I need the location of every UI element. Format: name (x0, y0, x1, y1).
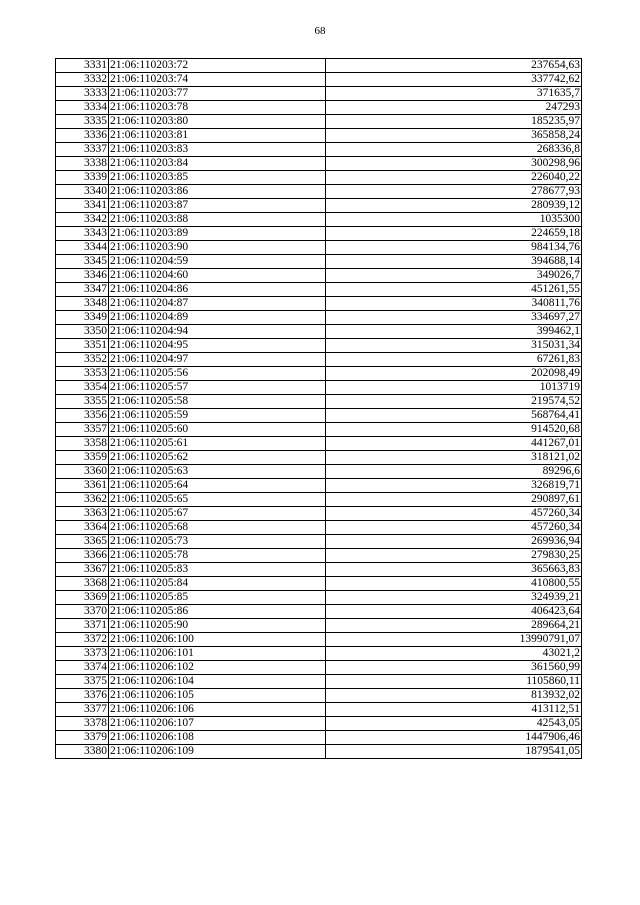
row-number-cell: 3356 (56, 409, 109, 423)
cadastral-number-cell: 21:06:110203:83 (109, 143, 326, 157)
table-row (56, 115, 582, 129)
table-row (56, 381, 582, 395)
value-cell: 451261,55 (326, 283, 582, 297)
value-cell: 1879541,05 (326, 745, 582, 759)
table-row (56, 633, 582, 647)
cadastral-number-cell: 21:06:110204:95 (109, 339, 326, 353)
value-cell: 224659,18 (326, 227, 582, 241)
value-cell: 290897,61 (326, 493, 582, 507)
row-number-cell: 3334 (56, 101, 109, 115)
table-row (56, 185, 582, 199)
value-cell: 280939,12 (326, 199, 582, 213)
cadastral-number-cell: 21:06:110203:90 (109, 241, 326, 255)
cadastral-number-cell: 21:06:110206:105 (109, 689, 326, 703)
row-number-cell: 3342 (56, 213, 109, 227)
table-row (56, 297, 582, 311)
row-number-cell: 3369 (56, 591, 109, 605)
table-row (56, 605, 582, 619)
value-cell: 984134,76 (326, 241, 582, 255)
value-cell: 361560,99 (326, 661, 582, 675)
row-number-cell: 3333 (56, 87, 109, 101)
cadastral-number-cell: 21:06:110206:101 (109, 647, 326, 661)
row-number-cell: 3335 (56, 115, 109, 129)
table-row (56, 227, 582, 241)
value-cell: 914520,68 (326, 423, 582, 437)
row-number-cell: 3336 (56, 129, 109, 143)
cadastral-number-cell: 21:06:110205:78 (109, 549, 326, 563)
table-row (56, 647, 582, 661)
table-row (56, 437, 582, 451)
value-cell: 43021,2 (326, 647, 582, 661)
value-cell: 441267,01 (326, 437, 582, 451)
table-row (56, 507, 582, 521)
row-number-cell: 3379 (56, 731, 109, 745)
row-number-cell: 3339 (56, 171, 109, 185)
value-cell: 269936,94 (326, 535, 582, 549)
row-number-cell: 3351 (56, 339, 109, 353)
value-cell: 410800,55 (326, 577, 582, 591)
row-number-cell: 3373 (56, 647, 109, 661)
table-row (56, 241, 582, 255)
value-cell: 289664,21 (326, 619, 582, 633)
table-row (56, 311, 582, 325)
table-row (56, 619, 582, 633)
cadastral-number-cell: 21:06:110205:62 (109, 451, 326, 465)
table-row (56, 521, 582, 535)
table-body (56, 59, 582, 759)
cadastral-number-cell: 21:06:110203:74 (109, 73, 326, 87)
table-row (56, 745, 582, 759)
cadastral-number-cell: 21:06:110203:72 (109, 59, 326, 73)
value-cell: 89296,6 (326, 465, 582, 479)
value-cell: 371635,7 (326, 87, 582, 101)
value-cell: 365858,24 (326, 129, 582, 143)
table-row (56, 423, 582, 437)
row-number-cell: 3374 (56, 661, 109, 675)
value-cell: 406423,64 (326, 605, 582, 619)
row-number-cell: 3358 (56, 437, 109, 451)
table-row (56, 367, 582, 381)
value-cell: 457260,34 (326, 521, 582, 535)
cadastral-number-cell: 21:06:110206:106 (109, 703, 326, 717)
cadastral-number-cell: 21:06:110203:88 (109, 213, 326, 227)
value-cell: 42543,05 (326, 717, 582, 731)
table-row (56, 549, 582, 563)
value-cell: 185235,97 (326, 115, 582, 129)
table-row (56, 339, 582, 353)
row-number-cell: 3368 (56, 577, 109, 591)
table-row (56, 255, 582, 269)
table-row (56, 171, 582, 185)
value-cell: 279830,25 (326, 549, 582, 563)
value-cell: 247293 (326, 101, 582, 115)
cadastral-number-cell: 21:06:110205:83 (109, 563, 326, 577)
row-number-cell: 3367 (56, 563, 109, 577)
value-cell: 1013719 (326, 381, 582, 395)
row-number-cell: 3348 (56, 297, 109, 311)
cadastral-number-cell: 21:06:110205:61 (109, 437, 326, 451)
table-row (56, 535, 582, 549)
table-row (56, 157, 582, 171)
table-row (56, 73, 582, 87)
value-cell: 1105860,11 (326, 675, 582, 689)
row-number-cell: 3362 (56, 493, 109, 507)
value-cell: 315031,34 (326, 339, 582, 353)
cadastral-number-cell: 21:06:110205:57 (109, 381, 326, 395)
cadastral-number-cell: 21:06:110205:64 (109, 479, 326, 493)
row-number-cell: 3337 (56, 143, 109, 157)
table-row (56, 87, 582, 101)
row-number-cell: 3341 (56, 199, 109, 213)
cadastral-number-cell: 21:06:110203:78 (109, 101, 326, 115)
cadastral-number-cell: 21:06:110205:65 (109, 493, 326, 507)
row-number-cell: 3355 (56, 395, 109, 409)
cadastral-number-cell: 21:06:110206:100 (109, 633, 326, 647)
row-number-cell: 3363 (56, 507, 109, 521)
cadastral-number-cell: 21:06:110204:97 (109, 353, 326, 367)
cadastral-number-cell: 21:06:110203:89 (109, 227, 326, 241)
table-row (56, 283, 582, 297)
cadastral-number-cell: 21:06:110205:58 (109, 395, 326, 409)
table-row (56, 675, 582, 689)
value-cell: 394688,14 (326, 255, 582, 269)
value-cell: 219574,52 (326, 395, 582, 409)
row-number-cell: 3340 (56, 185, 109, 199)
row-number-cell: 3365 (56, 535, 109, 549)
cadastral-number-cell: 21:06:110205:86 (109, 605, 326, 619)
table-row (56, 591, 582, 605)
value-cell: 300298,96 (326, 157, 582, 171)
value-cell: 268336,8 (326, 143, 582, 157)
row-number-cell: 3371 (56, 619, 109, 633)
cadastral-number-cell: 21:06:110203:87 (109, 199, 326, 213)
table-row (56, 731, 582, 745)
value-cell: 568764,41 (326, 409, 582, 423)
cadastral-number-cell: 21:06:110206:109 (109, 745, 326, 759)
table-row (56, 353, 582, 367)
table-row (56, 269, 582, 283)
row-number-cell: 3353 (56, 367, 109, 381)
row-number-cell: 3343 (56, 227, 109, 241)
row-number-cell: 3332 (56, 73, 109, 87)
value-cell: 413112,51 (326, 703, 582, 717)
cadastral-number-cell: 21:06:110206:108 (109, 731, 326, 745)
cadastral-number-cell: 21:06:110204:60 (109, 269, 326, 283)
cadastral-number-cell: 21:06:110203:85 (109, 171, 326, 185)
value-cell: 334697,27 (326, 311, 582, 325)
row-number-cell: 3354 (56, 381, 109, 395)
table-row (56, 465, 582, 479)
value-cell: 349026,7 (326, 269, 582, 283)
row-number-cell: 3352 (56, 353, 109, 367)
value-cell: 324939,21 (326, 591, 582, 605)
table-row (56, 199, 582, 213)
table-row (56, 703, 582, 717)
cadastral-number-cell: 21:06:110205:56 (109, 367, 326, 381)
cadastral-number-cell: 21:06:110205:73 (109, 535, 326, 549)
row-number-cell: 3360 (56, 465, 109, 479)
cadastral-number-cell: 21:06:110205:59 (109, 409, 326, 423)
value-cell: 67261,83 (326, 353, 582, 367)
row-number-cell: 3349 (56, 311, 109, 325)
value-cell: 13990791,07 (326, 633, 582, 647)
row-number-cell: 3370 (56, 605, 109, 619)
cadastral-number-cell: 21:06:110205:67 (109, 507, 326, 521)
value-cell: 813932,02 (326, 689, 582, 703)
table-row (56, 717, 582, 731)
table-row (56, 325, 582, 339)
table-row (56, 689, 582, 703)
cadastral-number-cell: 21:06:110206:102 (109, 661, 326, 675)
value-cell: 457260,34 (326, 507, 582, 521)
cadastral-number-cell: 21:06:110204:89 (109, 311, 326, 325)
cadastral-number-cell: 21:06:110204:86 (109, 283, 326, 297)
row-number-cell: 3366 (56, 549, 109, 563)
table-row (56, 661, 582, 675)
row-number-cell: 3350 (56, 325, 109, 339)
value-cell: 278677,93 (326, 185, 582, 199)
table-row (56, 143, 582, 157)
table-row (56, 409, 582, 423)
value-cell: 337742,62 (326, 73, 582, 87)
row-number-cell: 3338 (56, 157, 109, 171)
value-cell: 340811,76 (326, 297, 582, 311)
row-number-cell: 3376 (56, 689, 109, 703)
cadastral-number-cell: 21:06:110203:86 (109, 185, 326, 199)
cadastral-number-cell: 21:06:110203:84 (109, 157, 326, 171)
table-row (56, 479, 582, 493)
value-cell: 326819,71 (326, 479, 582, 493)
cadastral-number-cell: 21:06:110206:107 (109, 717, 326, 731)
row-number-cell: 3377 (56, 703, 109, 717)
row-number-cell: 3357 (56, 423, 109, 437)
row-number-cell: 3344 (56, 241, 109, 255)
cadastral-number-cell: 21:06:110204:87 (109, 297, 326, 311)
cadastral-number-cell: 21:06:110204:59 (109, 255, 326, 269)
table-row (56, 493, 582, 507)
row-number-cell: 3359 (56, 451, 109, 465)
row-number-cell: 3361 (56, 479, 109, 493)
table-row (56, 577, 582, 591)
value-cell: 237654,63 (326, 59, 582, 73)
row-number-cell: 3331 (56, 59, 109, 73)
cadastral-number-cell: 21:06:110203:77 (109, 87, 326, 101)
row-number-cell: 3378 (56, 717, 109, 731)
value-cell: 1035300 (326, 213, 582, 227)
cadastral-number-cell: 21:06:110205:63 (109, 465, 326, 479)
page-number: 68 (314, 25, 326, 37)
cadastral-value-table (55, 58, 582, 759)
value-cell: 226040,22 (326, 171, 582, 185)
row-number-cell: 3380 (56, 745, 109, 759)
row-number-cell: 3375 (56, 675, 109, 689)
value-cell: 202098,49 (326, 367, 582, 381)
table-row (56, 395, 582, 409)
cadastral-number-cell: 21:06:110203:81 (109, 129, 326, 143)
row-number-cell: 3347 (56, 283, 109, 297)
value-cell: 365663,83 (326, 563, 582, 577)
cadastral-number-cell: 21:06:110203:80 (109, 115, 326, 129)
value-cell: 318121,02 (326, 451, 582, 465)
value-cell: 1447906,46 (326, 731, 582, 745)
value-cell: 399462,1 (326, 325, 582, 339)
cadastral-number-cell: 21:06:110205:60 (109, 423, 326, 437)
row-number-cell: 3372 (56, 633, 109, 647)
table-row (56, 59, 582, 73)
cadastral-number-cell: 21:06:110205:85 (109, 591, 326, 605)
row-number-cell: 3364 (56, 521, 109, 535)
cadastral-number-cell: 21:06:110205:90 (109, 619, 326, 633)
cadastral-number-cell: 21:06:110204:94 (109, 325, 326, 339)
table-row (56, 101, 582, 115)
table-row (56, 563, 582, 577)
table-row (56, 129, 582, 143)
row-number-cell: 3346 (56, 269, 109, 283)
table-row (56, 213, 582, 227)
table-row (56, 451, 582, 465)
cadastral-number-cell: 21:06:110205:68 (109, 521, 326, 535)
cadastral-number-cell: 21:06:110206:104 (109, 675, 326, 689)
row-number-cell: 3345 (56, 255, 109, 269)
cadastral-number-cell: 21:06:110205:84 (109, 577, 326, 591)
